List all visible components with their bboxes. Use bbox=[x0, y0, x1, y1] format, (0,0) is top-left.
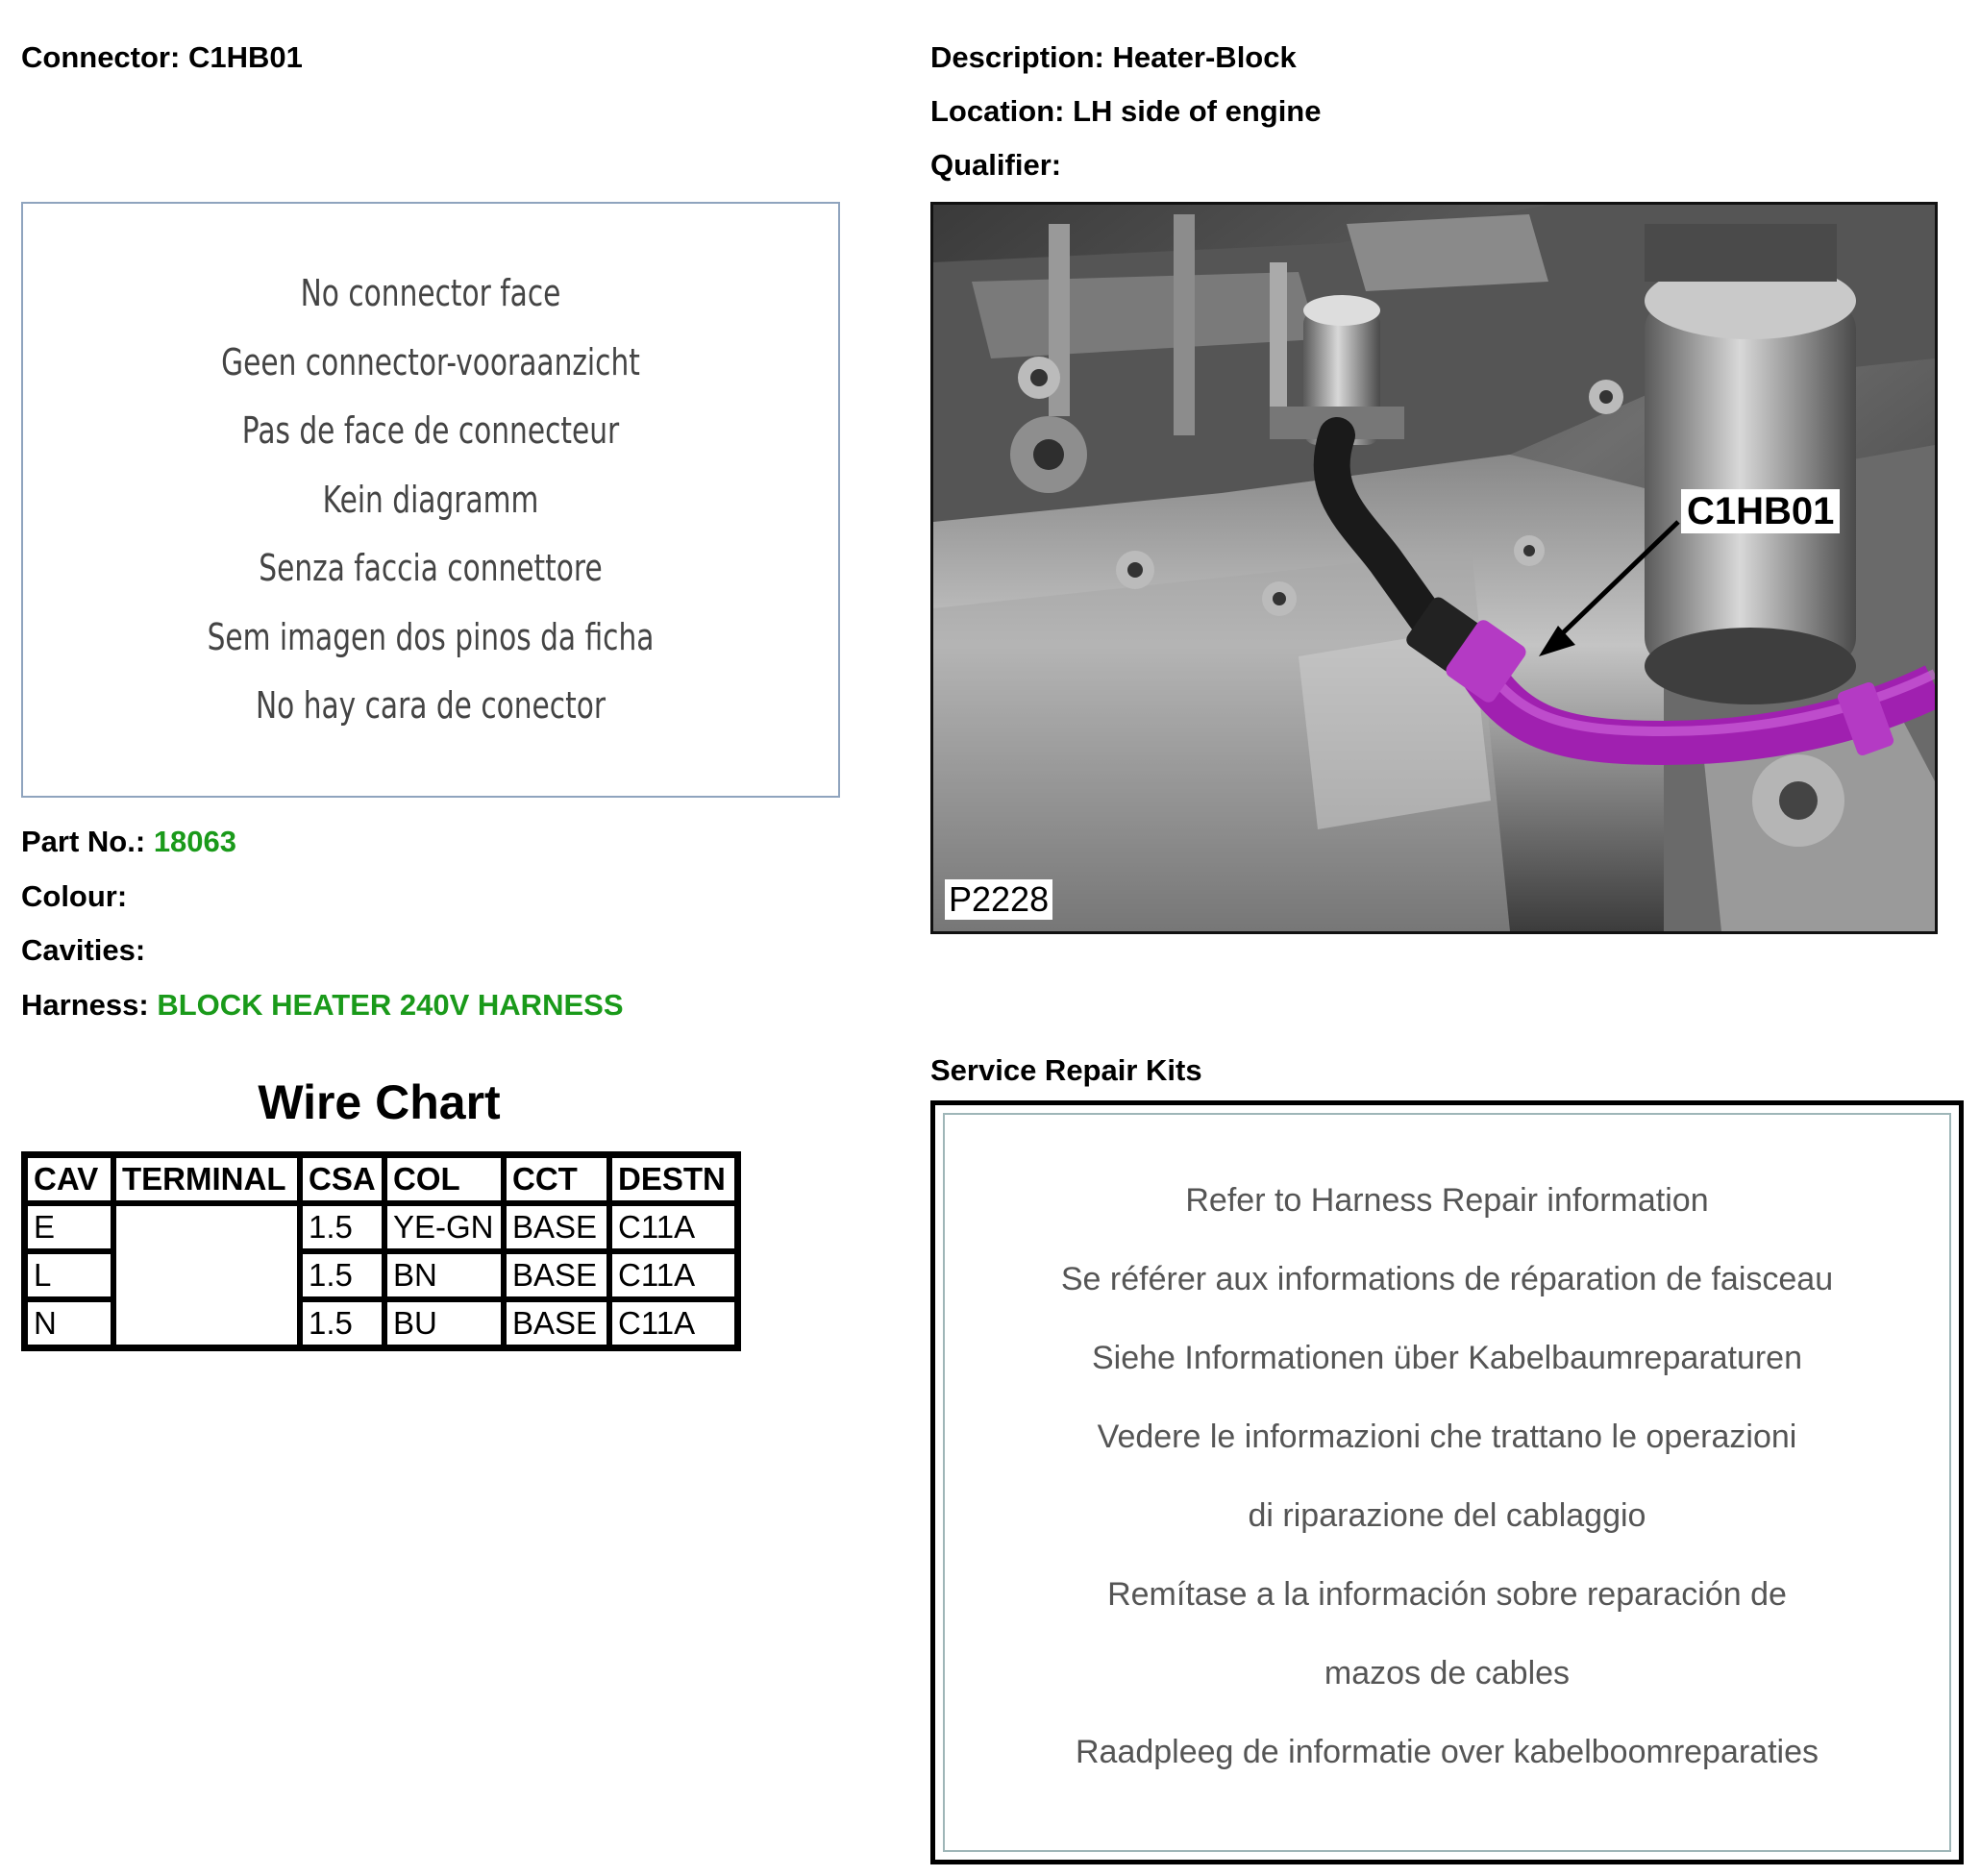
location-value: LH side of engine bbox=[1073, 94, 1322, 128]
col-header-destn: DESTN bbox=[609, 1155, 737, 1203]
connector-line bbox=[21, 40, 303, 75]
table-row bbox=[25, 1203, 737, 1251]
connector-face-line: Senza faccia connettore bbox=[259, 547, 603, 589]
description-value: Heater-Block bbox=[1112, 40, 1297, 74]
connector-face-line: Kein diagramm bbox=[322, 478, 539, 521]
picture-code-label: P2228 bbox=[945, 879, 1052, 920]
location-label: Location: bbox=[930, 94, 1065, 128]
colour-line bbox=[21, 879, 127, 914]
engine-illustration bbox=[933, 205, 1935, 931]
part-no-line bbox=[21, 825, 236, 859]
cell-destn: C11A bbox=[609, 1299, 737, 1347]
cell-cct: BASE bbox=[504, 1251, 609, 1299]
repair-info-line: di riparazione del cablaggio bbox=[1248, 1497, 1646, 1534]
col-header-col: COL bbox=[384, 1155, 504, 1203]
cell-cct: BASE bbox=[504, 1299, 609, 1347]
cell-cav: E bbox=[25, 1203, 113, 1251]
connector-face-line: Pas de face de connecteur bbox=[241, 409, 620, 452]
cell-cav: N bbox=[25, 1299, 113, 1347]
part-no-value[interactable]: 18063 bbox=[153, 825, 237, 858]
service-repair-kits-inner bbox=[943, 1113, 1951, 1852]
wire-chart-title: Wire Chart bbox=[258, 1075, 501, 1129]
connector-label: Connector: bbox=[21, 40, 181, 74]
connector-value: C1HB01 bbox=[187, 40, 303, 74]
connector-face-line: Geen connector-vooraanzicht bbox=[221, 340, 640, 383]
cavities-line bbox=[21, 933, 145, 968]
location-picture bbox=[930, 202, 1938, 934]
service-repair-kits-lines bbox=[945, 1161, 1949, 1791]
cell-col: BU bbox=[384, 1299, 504, 1347]
cavities-label: Cavities: bbox=[21, 933, 146, 967]
connector-face-line: No hay cara de conector bbox=[255, 684, 606, 727]
repair-info-line: Se référer aux informations de réparation de faisceau bbox=[1060, 1261, 1834, 1297]
service-repair-kits-title: Service Repair Kits bbox=[930, 1053, 1202, 1087]
col-header-cct: CCT bbox=[504, 1155, 609, 1203]
location-line bbox=[930, 94, 1321, 129]
cell-destn: C11A bbox=[609, 1203, 737, 1251]
col-header-cav: CAV bbox=[25, 1155, 113, 1203]
colour-label: Colour: bbox=[21, 879, 128, 913]
repair-info-line: Vedere le informazioni che trattano le operazioni bbox=[1097, 1419, 1797, 1455]
repair-info-line: Remítase a la información sobre reparación de bbox=[1107, 1576, 1787, 1613]
picture-callout-label: C1HB01 bbox=[1681, 489, 1840, 533]
qualifier-line bbox=[930, 148, 1061, 183]
harness-value[interactable]: BLOCK HEATER 240V HARNESS bbox=[157, 988, 624, 1022]
connector-face-box bbox=[21, 202, 840, 798]
qualifier-label: Qualifier: bbox=[930, 148, 1062, 182]
wire-chart-header-row bbox=[25, 1155, 737, 1203]
wire-chart-table bbox=[21, 1151, 741, 1351]
cell-csa: 1.5 bbox=[300, 1299, 384, 1347]
harness-label: Harness: bbox=[21, 988, 149, 1022]
cell-col: BN bbox=[384, 1251, 504, 1299]
cell-csa: 1.5 bbox=[300, 1203, 384, 1251]
connector-face-line: Sem imagen dos pinos da ficha bbox=[207, 615, 655, 658]
service-repair-kits-box bbox=[930, 1100, 1964, 1864]
cell-destn: C11A bbox=[609, 1251, 737, 1299]
col-header-csa: CSA bbox=[300, 1155, 384, 1203]
part-no-label: Part No.: bbox=[21, 825, 146, 858]
connector-face-line: No connector face bbox=[300, 272, 561, 314]
description-line bbox=[930, 40, 1297, 75]
cell-csa: 1.5 bbox=[300, 1251, 384, 1299]
col-header-terminal: TERMINAL bbox=[113, 1155, 300, 1203]
cell-cct: BASE bbox=[504, 1203, 609, 1251]
connector-face-lines bbox=[23, 259, 838, 741]
cell-terminal bbox=[113, 1203, 300, 1347]
harness-line bbox=[21, 988, 624, 1023]
repair-info-line: Refer to Harness Repair information bbox=[1185, 1182, 1709, 1219]
repair-info-line: Raadpleeg de informatie over kabelboomreparaties bbox=[1075, 1734, 1819, 1770]
cell-col: YE-GN bbox=[384, 1203, 504, 1251]
repair-info-line: mazos de cables bbox=[1324, 1655, 1571, 1691]
repair-info-line: Siehe Informationen über Kabelbaumreparaturen bbox=[1091, 1340, 1803, 1376]
cell-cav: L bbox=[25, 1251, 113, 1299]
description-label: Description: bbox=[930, 40, 1104, 74]
